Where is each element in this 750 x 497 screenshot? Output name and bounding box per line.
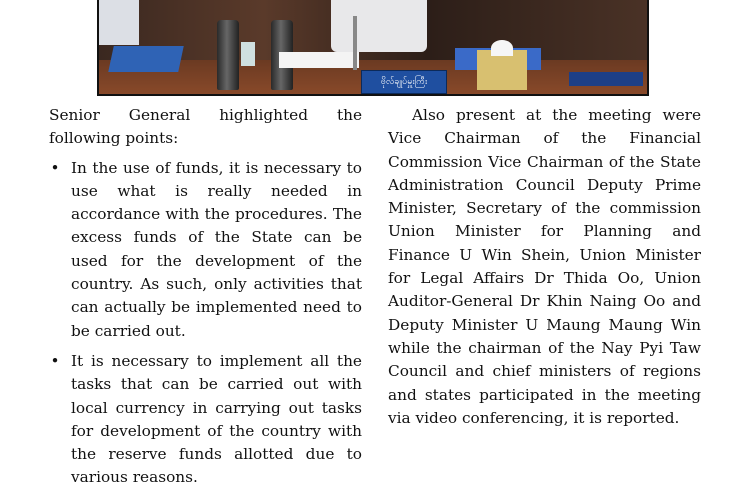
bullet-icon: • bbox=[50, 351, 60, 370]
photo-papers bbox=[279, 52, 359, 68]
photo-tissue-box bbox=[477, 50, 527, 90]
photo-folder-stack bbox=[569, 72, 643, 86]
bullet-icon: • bbox=[50, 158, 60, 177]
left-column bbox=[49, 104, 362, 497]
right-column bbox=[388, 104, 701, 430]
photo-cup-icon bbox=[241, 42, 255, 66]
photo-flask-icon bbox=[217, 20, 239, 90]
photo-nameplate: ဗိုလ်ချုပ်မှူးကြီး bbox=[361, 70, 447, 94]
list-item bbox=[49, 157, 362, 343]
meeting-photo bbox=[97, 0, 649, 96]
intro-text: Senior General highlighted the following points: bbox=[49, 106, 362, 148]
photo-microphone-icon bbox=[353, 16, 357, 70]
bullet-list bbox=[49, 157, 362, 490]
attendees-paragraph: Also present at the meeting were Vice Chairman of the Financial Commission Vice Chairman of the State Administration Council Deputy Prime Minister, Secretary of the commission Union Minister for Planning and Finance U Win Shein, Union Minister for Legal Affairs Dr Thida Oo, Union Auditor-General Dr Khin Naing Oo and Deputy Minister U Maung Maung Win while the chairman of the Nay Pyi Taw Council and chief ministers of regions and states participated in the meeting via video conferencing, it is reported. bbox=[388, 106, 701, 427]
photo-person-left bbox=[99, 0, 139, 45]
list-item bbox=[49, 350, 362, 490]
bullet-text: It is necessary to implement all the tasks that can be carried out with local currency in carrying out tasks for development of the country with the reserve funds allotted due to various reasons. bbox=[71, 351, 362, 487]
photo-folder-left bbox=[108, 46, 184, 72]
photo-person-center bbox=[331, 0, 427, 52]
bullet-text: In the use of funds, it is necessary to use what is really needed in accordance with the procedures. The excess funds of the State can be used for the development of the country. As such, only activities that can actually be implemented need to be carried out. bbox=[71, 158, 362, 340]
